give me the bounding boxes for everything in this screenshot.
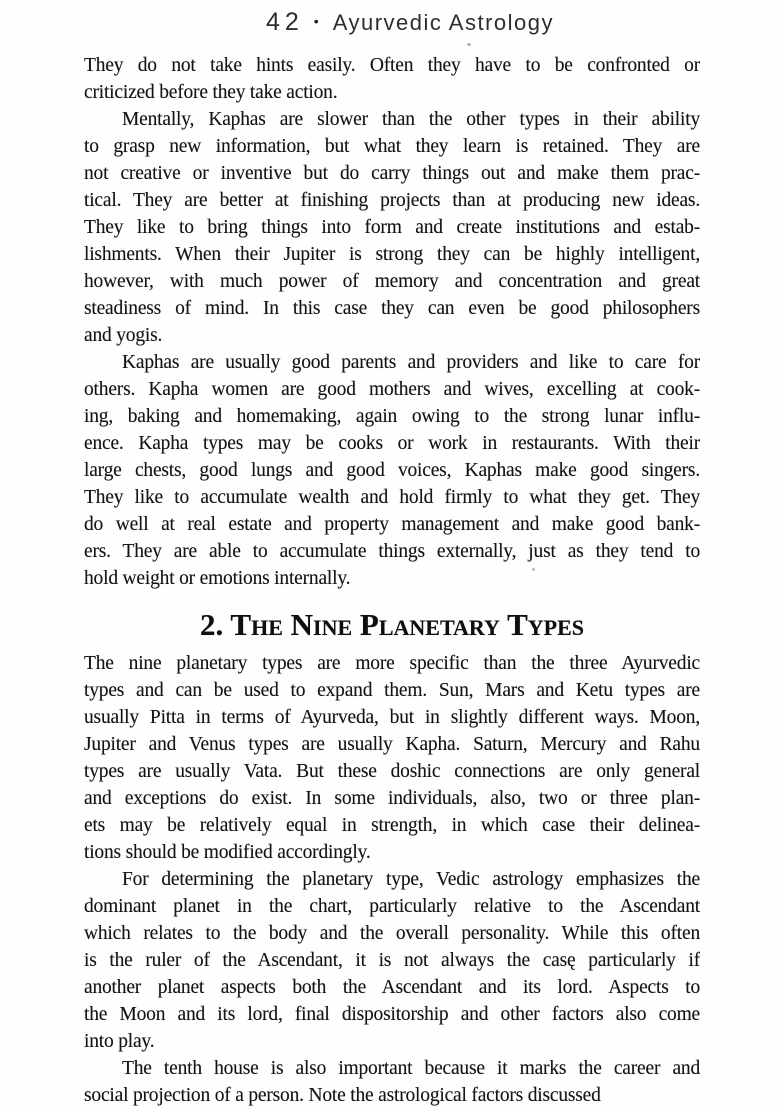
text-line: however, with much power of memory and concentration and great	[84, 271, 700, 292]
text-line: steadiness of mind. In this case they can even be good philosophers	[84, 298, 700, 319]
text-line: to grasp new information, but what they learn is retained. They are	[84, 136, 700, 157]
separator-bullet-icon: •	[313, 13, 319, 29]
paragraph	[84, 106, 700, 349]
text-line: The tenth house is also important because it marks the career and	[122, 1058, 700, 1079]
text-line: do well at real estate and property management and make good bank-	[84, 514, 700, 535]
paragraph	[84, 349, 700, 592]
text-line: ets may be relatively equal in strength, in which case their delinea-	[84, 815, 700, 836]
book-title: Ayurvedic Astrology	[332, 10, 555, 35]
text-line: lishments. When their Jupiter is strong they can be highly intelligent,	[84, 244, 700, 265]
text-line: They like to bring things into form and create institutions and estab-	[84, 217, 700, 238]
scan-speck	[467, 43, 471, 46]
text-line: another planet aspects both the Ascendant and its lord. Aspects to	[84, 977, 700, 998]
text-line: criticized before they take action.	[84, 82, 338, 103]
text-line: is the ruler of the Ascendant, it is not always the casę particularly if	[84, 950, 700, 971]
text-line: ers. They are able to accumulate things externally, just as they tend to	[84, 541, 700, 562]
text-line: usually Pitta in terms of Ayurveda, but in slightly different ways. Moon,	[84, 707, 700, 728]
text-line: and yogis.	[84, 325, 163, 346]
text-line: Jupiter and Venus types are usually Kapha. Saturn, Mercury and Rahu	[84, 734, 700, 755]
text-line: the Moon and its lord, final dispositorship and other factors also come	[84, 1004, 700, 1025]
text-line: ence. Kapha types may be cooks or work in restaurants. With their	[84, 433, 700, 454]
scan-speck	[532, 568, 535, 571]
text-line: into play.	[84, 1031, 155, 1052]
text-line: not creative or inventive but do carry things out and make them prac-	[84, 163, 700, 184]
text-line: dominant planet in the chart, particularly relative to the Ascendant	[84, 896, 700, 917]
running-header	[0, 8, 780, 37]
text-line: types are usually Vata. But these doshic connections are only general	[84, 761, 700, 782]
paragraph	[84, 1055, 700, 1108]
paragraph	[84, 52, 700, 106]
text-line: They like to accumulate wealth and hold firmly to what they get. They	[84, 487, 700, 508]
text-line: and exceptions do exist. In some individuals, also, two or three plan-	[84, 788, 700, 809]
text-line: For determining the planetary type, Vedic astrology emphasizes the	[122, 869, 700, 890]
text-line: others. Kapha women are good mothers and wives, excelling at cook-	[84, 379, 700, 400]
section-heading: 2. The Nine Planetary Types	[199, 607, 584, 642]
text-line: ing, baking and homemaking, again owing to the strong lunar influ-	[84, 406, 700, 427]
text-line: They do not take hints easily. Often they have to be confronted or	[84, 55, 700, 76]
paragraph	[84, 650, 700, 866]
text-line: The nine planetary types are more specific than the three Ayurvedic	[84, 653, 700, 674]
text-line: tions should be modified accordingly.	[84, 842, 371, 863]
page-body	[84, 52, 700, 1108]
text-line: hold weight or emotions internally.	[84, 568, 351, 589]
text-line: large chests, good lungs and good voices, Kaphas make good singers.	[84, 460, 700, 481]
text-line: Kaphas are usually good parents and providers and like to care for	[122, 352, 700, 373]
text-line: types and can be used to expand them. Sun, Mars and Ketu types are	[84, 680, 700, 701]
text-line: tical. They are better at finishing projects than at producing new ideas.	[84, 190, 700, 211]
page-number: 42	[265, 8, 304, 36]
text-line: which relates to the body and the overall personality. While this often	[84, 923, 700, 944]
text-line: social projection of a person. Note the astrological factors discussed	[84, 1085, 601, 1106]
paragraph	[84, 866, 700, 1055]
text-line: Mentally, Kaphas are slower than the other types in their ability	[122, 109, 700, 130]
